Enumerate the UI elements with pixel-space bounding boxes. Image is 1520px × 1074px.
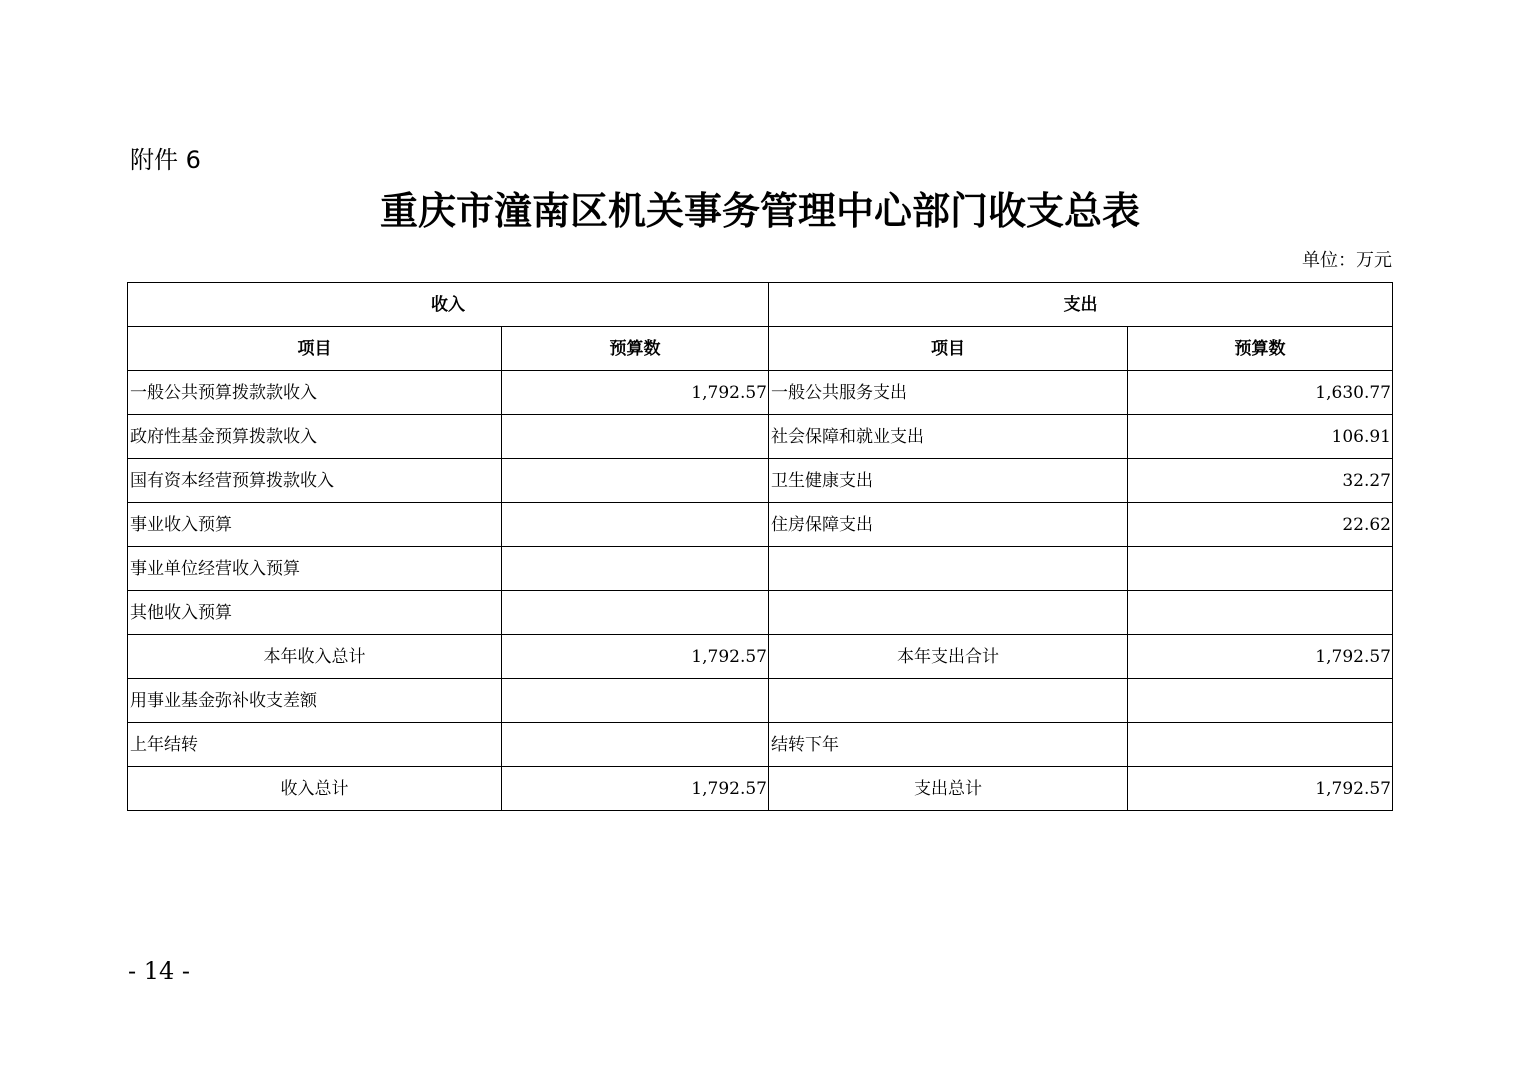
income-item-cell: 其他收入预算 <box>128 591 502 635</box>
expense-item-cell: 一般公共服务支出 <box>769 371 1128 415</box>
table-row <box>128 459 1393 503</box>
income-budget-cell <box>502 503 769 547</box>
income-total-label: 收入总计 <box>128 767 502 811</box>
table-row <box>128 371 1393 415</box>
income-item-cell: 事业收入预算 <box>128 503 502 547</box>
income-item-cell: 政府性基金预算拨款收入 <box>128 415 502 459</box>
unit-label: 单位：万元 <box>1302 250 1392 271</box>
income-item-cell: 国有资本经营预算拨款收入 <box>128 459 502 503</box>
expense-group-header: 支出 <box>769 283 1393 327</box>
income-budget-cell: 1,792.57 <box>502 371 769 415</box>
table-row <box>128 591 1393 635</box>
expense-budget-cell <box>1128 547 1393 591</box>
expense-item-header: 项目 <box>769 327 1128 371</box>
income-subtotal-label: 本年收入总计 <box>128 635 502 679</box>
income-item-cell: 事业单位经营收入预算 <box>128 547 502 591</box>
expense-item-cell <box>769 679 1128 723</box>
subtotal-row <box>128 635 1393 679</box>
expense-budget-cell: 1,630.77 <box>1128 371 1393 415</box>
income-budget-cell <box>502 723 769 767</box>
income-item-cell: 上年结转 <box>128 723 502 767</box>
expense-budget-cell <box>1128 591 1393 635</box>
expense-subtotal-label: 本年支出合计 <box>769 635 1128 679</box>
page-number: - 14 - <box>128 957 191 985</box>
table-row <box>128 723 1393 767</box>
column-header-row <box>128 327 1393 371</box>
expense-item-cell: 社会保障和就业支出 <box>769 415 1128 459</box>
budget-table <box>127 282 1393 811</box>
income-budget-cell <box>502 547 769 591</box>
expense-total-value: 1,792.57 <box>1128 767 1393 811</box>
expense-item-cell: 结转下年 <box>769 723 1128 767</box>
expense-item-cell <box>769 547 1128 591</box>
expense-budget-cell: 22.62 <box>1128 503 1393 547</box>
expense-budget-cell: 32.27 <box>1128 459 1393 503</box>
expense-budget-cell <box>1128 679 1393 723</box>
table-row <box>128 503 1393 547</box>
income-total-value: 1,792.57 <box>502 767 769 811</box>
income-item-cell: 用事业基金弥补收支差额 <box>128 679 502 723</box>
income-item-cell: 一般公共预算拨款款收入 <box>128 371 502 415</box>
expense-total-label: 支出总计 <box>769 767 1128 811</box>
income-group-header: 收入 <box>128 283 769 327</box>
table-row <box>128 547 1393 591</box>
attachment-label: 附件 6 <box>130 146 201 174</box>
table-row <box>128 679 1393 723</box>
income-budget-cell <box>502 415 769 459</box>
income-item-header: 项目 <box>128 327 502 371</box>
income-budget-cell <box>502 459 769 503</box>
expense-subtotal-value: 1,792.57 <box>1128 635 1393 679</box>
table-row <box>128 415 1393 459</box>
income-budget-header: 预算数 <box>502 327 769 371</box>
expense-budget-cell: 106.91 <box>1128 415 1393 459</box>
income-budget-cell <box>502 679 769 723</box>
expense-item-cell: 卫生健康支出 <box>769 459 1128 503</box>
expense-budget-header: 预算数 <box>1128 327 1393 371</box>
page-title: 重庆市潼南区机关事务管理中心部门收支总表 <box>379 189 1140 233</box>
expense-item-cell: 住房保障支出 <box>769 503 1128 547</box>
group-header-row <box>128 283 1393 327</box>
income-budget-cell <box>502 591 769 635</box>
expense-budget-cell <box>1128 723 1393 767</box>
total-row <box>128 767 1393 811</box>
income-subtotal-value: 1,792.57 <box>502 635 769 679</box>
expense-item-cell <box>769 591 1128 635</box>
